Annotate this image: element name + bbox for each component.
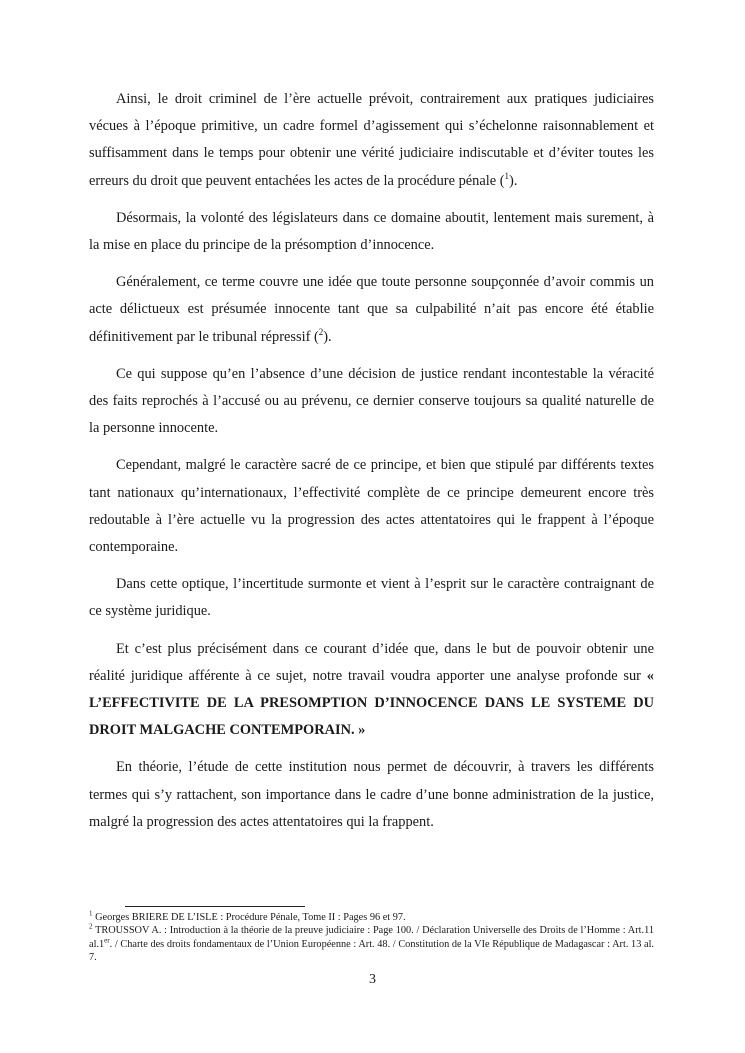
paragraph-8: En théorie, l’étude de cette institution nous permet de découvrir, à travers les différents termes qui s’y rattachent, son importance dans le cadre d’une bonne administration de la justice, malgré la progression des actes attentatoires qui la frappent. [89, 759, 654, 830]
footnote-separator [125, 906, 305, 907]
thesis-title: « L’EFFECTIVITE DE LA PRESOMPTION D’INNOCENCE DANS LE SYSTEME DU DROIT MALGACHE CONTEMPORAIN. » [89, 667, 654, 739]
footnote-1-number: 1 [89, 909, 93, 918]
paragraph-2: Désormais, la volonté des législateurs dans ce domaine aboutit, lentement mais surement, à la mise en place du principe de la présomption d’innocence. [89, 209, 654, 254]
document-body [89, 86, 654, 846]
footnote-2-text-b: . / Charte des droits fondamentaux de l’Union Européenne : Art. 48. / Constitution de la VIe République de Madagascar : Art. 13 al. 7. [89, 938, 654, 964]
paragraph-1-end: ). [509, 172, 518, 189]
paragraph-6: Dans cette optique, l’incertitude surmonte et vient à l’esprit sur le caractère contraignant de ce système juridique. [89, 576, 654, 620]
paragraph-7 [89, 636, 654, 745]
paragraph-4: Ce qui suppose qu’en l’absence d’une décision de justice rendant incontestable la véracité des faits reprochés à l’accusé ou au prévenu, ce dernier conserve toujours sa qualité naturelle de la personne innocente. [89, 365, 654, 437]
page-number: 3 [369, 972, 376, 987]
paragraph-3-end: ). [323, 328, 332, 345]
paragraph-3-text: Généralement, ce terme couvre une idée que toute personne soupçonnée d’avoir commis un acte délictueux est présumée innocente tant que sa culpabilité n’ait pas encore été établie définitivement par le tribunal répressif ( [89, 274, 654, 345]
footnote-2-number: 2 [89, 922, 93, 931]
paragraph-5: Cependant, malgré le caractère sacré de ce principe, et bien que stipulé par différents textes tant nationaux qu’internationaux, l’effectivité complète de ce principe demeurent encore très redoutable à l’ère actuelle vu la progression des actes attentatoires qui le frappent à l’époque contemporaine. [89, 457, 654, 556]
footnote-1-text: Georges BRIERE DE L’ISLE : Procédure Pénale, Tome II : Pages 96 et 97. [92, 912, 406, 923]
footnotes [89, 911, 654, 965]
footnote-2-superscript: er [104, 936, 110, 945]
footnote-1 [89, 911, 654, 924]
footnote-ref-1[interactable]: 1 [504, 170, 510, 181]
paragraph-3 [89, 269, 654, 351]
footnote-2-text-a: TROUSSOV A. : Introduction à la théorie de la preuve judiciaire : Page 100. / Déclaration Universelle des Droits de l’Homme : Art.11 al.1 [89, 925, 654, 950]
paragraph-7-text: Et c’est plus précisément dans ce courant d’idée que, dans le but de pouvoir obtenir une réalité juridique afférente à ce sujet, notre travail voudra apporter une analyse profonde sur [89, 640, 654, 684]
paragraph-1-text: Ainsi, le droit criminel de l’ère actuelle prévoit, contrairement aux pratiques judiciaires vécues à l’époque primitive, un cadre formel d’agissement qui s’échelonne raisonnablement et suffisamment dans le temps pour obtenir une vérité judiciaire indiscutable et d’éviter toutes les erreurs du droit que peuvent entachées les actes de la procédure pénale ( [89, 91, 654, 189]
paragraph-1 [89, 86, 654, 195]
footnote-2 [89, 924, 654, 964]
footnote-ref-2[interactable]: 2 [318, 326, 324, 337]
